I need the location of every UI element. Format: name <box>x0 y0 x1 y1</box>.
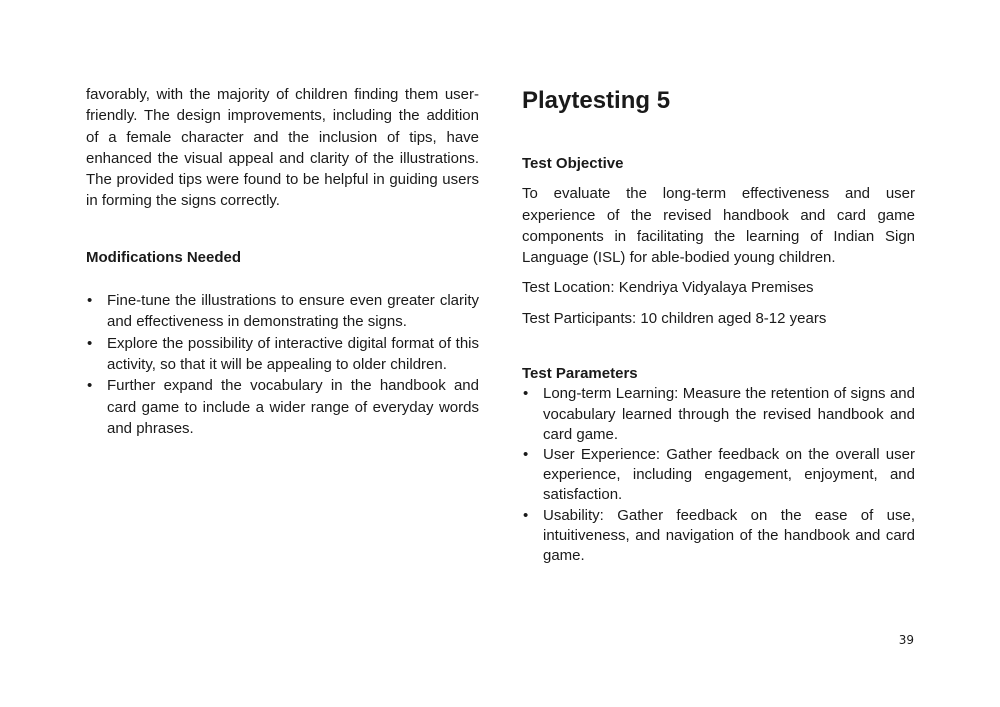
list-item: • User Experience: Gather feedback on the overall user experience, including engagement, enjoyment, and satisfaction. <box>522 445 915 506</box>
objective-text: To evaluate the long-term effectiveness and user experience of the revised handbook and card game components in facilitating the learning of Indian Sign Language (ISL) for able-bodied young children. <box>522 185 915 267</box>
list-item: • Fine-tune the illustrations to ensure even greater clarity and effectiveness in demonstrating the signs. <box>86 290 479 333</box>
list-item: • Usability: Gather feedback on the ease of use, intuitiveness, and navigation of the handbook and card game. <box>522 506 915 567</box>
right-column <box>522 86 915 566</box>
parameters-heading: Test Parameters <box>522 365 638 383</box>
objective-heading: Test Objective <box>522 155 624 172</box>
intro-paragraph: favorably, with the majority of children finding them user-friendly. The design improvements, including the addition of a female character and the inclusion of tips, have enhanced the visual appeal and clarity of the illustrations. The provided tips were found to be helpful in guiding users in forming the signs correctly. <box>86 86 479 210</box>
test-location: Test Location: Kendriya Vidyalaya Premises <box>522 279 814 297</box>
page-number: 39 <box>898 633 914 647</box>
list-item: • Long-term Learning: Measure the retention of signs and vocabulary learned through the revised handbook and card game. <box>522 384 915 445</box>
left-column <box>86 84 479 439</box>
list-item: • Further expand the vocabulary in the handbook and card game to include a wider range of everyday words and phrases. <box>86 375 479 439</box>
modifications-list <box>86 290 479 439</box>
section-title: Playtesting 5 <box>522 87 671 114</box>
list-item: • Explore the possibility of interactive digital format of this activity, so that it will be appealing to older children. <box>86 333 479 376</box>
test-participants: Test Participants: 10 children aged 8-12 years <box>522 309 827 327</box>
parameters-list <box>522 384 915 566</box>
modifications-heading: Modifications Needed <box>86 248 242 266</box>
